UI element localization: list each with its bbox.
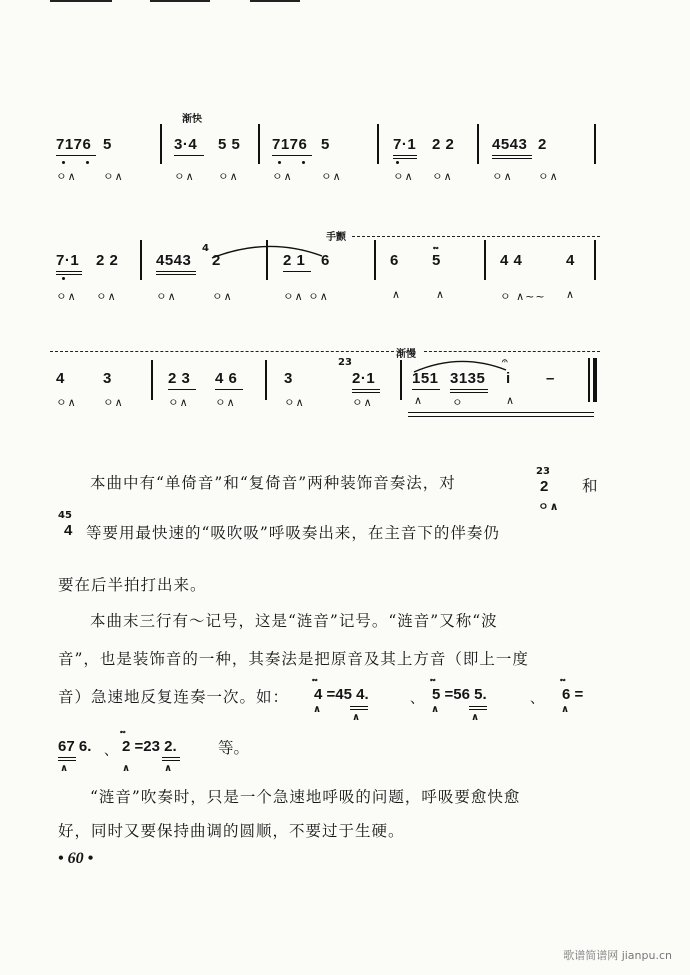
underline xyxy=(393,155,417,156)
note: 7176 xyxy=(272,136,308,153)
example-5: 2 =23 2. xyxy=(122,738,177,755)
note: 4 xyxy=(566,252,575,269)
breath-mark: ㅇ∧ xyxy=(168,396,189,409)
note: 4 4 xyxy=(500,252,523,269)
note: 3 xyxy=(103,370,112,387)
underline xyxy=(56,274,82,275)
text-line: 要在后半拍打出来。 xyxy=(58,576,207,594)
note: 2 xyxy=(212,252,221,269)
paragraph-1 xyxy=(58,466,610,500)
note: 2 1 xyxy=(283,252,306,269)
barline xyxy=(160,124,162,164)
breath-mark: ㅇ∧ xyxy=(212,290,233,303)
underline xyxy=(408,412,594,413)
breath-mark: ㅇ∧ xyxy=(215,396,236,409)
barline xyxy=(400,360,402,400)
top-rule xyxy=(250,0,300,2)
breath-mark: ∧ xyxy=(436,288,446,301)
breath-mark: ㅇ∧ xyxy=(103,170,124,183)
breath-mark: ∧ xyxy=(392,288,402,301)
underline xyxy=(174,155,204,156)
note: 2 2 xyxy=(432,136,455,153)
underline xyxy=(168,389,196,390)
note: 5 5 xyxy=(218,136,241,153)
breath-mark: ∧ xyxy=(506,394,516,407)
barline xyxy=(374,240,376,280)
breath-mark: ∧ xyxy=(60,763,69,774)
underline xyxy=(162,757,180,758)
page-number: • 60 • xyxy=(58,850,94,867)
underline xyxy=(56,271,82,272)
low-dot xyxy=(302,161,305,164)
tremolo-extension xyxy=(50,351,394,352)
underline xyxy=(350,706,368,707)
underline xyxy=(162,760,180,761)
barline xyxy=(484,240,486,280)
breath-mark: ㅇ∧ xyxy=(96,290,117,303)
text-line: 音）急速地反复连奏一次。如： xyxy=(58,688,290,706)
text-line: 本曲末三行有～记号，这是“涟音”记号。“涟音”又称“波 xyxy=(90,612,498,630)
breath-mark: ㅇ∧ xyxy=(272,170,293,183)
note: 6 xyxy=(321,252,330,269)
final-barline-thin xyxy=(588,358,590,402)
breath-mark: ∧ xyxy=(414,394,424,407)
barline xyxy=(594,124,596,164)
separator: 、 xyxy=(104,743,118,759)
mordent-icon: 𝆗 xyxy=(430,674,436,685)
note: 2 xyxy=(538,136,547,153)
note: 4543 xyxy=(492,136,528,153)
mordent-icon: 𝆗 xyxy=(120,726,126,737)
note: 7176 xyxy=(56,136,92,153)
mordent-icon: 𝆗 xyxy=(433,242,439,253)
underline xyxy=(450,389,488,390)
barline xyxy=(477,124,479,164)
breath-mark: ㅇ xyxy=(452,396,464,409)
text-line: 音”，也是装饰音的一种，其奏法是把原音及其上方音（即上一度 xyxy=(58,650,529,668)
note: 3·4 xyxy=(174,136,198,153)
note: 4 xyxy=(56,370,65,387)
underline xyxy=(393,158,417,159)
breath-mark: ㅇ∧ xyxy=(538,500,560,513)
low-dot xyxy=(278,161,281,164)
final-barline-thick xyxy=(593,358,597,402)
underline xyxy=(272,155,312,156)
breath-mark: ㅇ∧ xyxy=(538,170,559,183)
note: 151 xyxy=(412,370,439,387)
barline xyxy=(258,124,260,164)
example-2: 5 =56 5. xyxy=(432,686,487,703)
text-line: 好，同时又要保持曲调的圆顺，不要过于生硬。 xyxy=(58,822,405,840)
top-rule xyxy=(150,0,210,2)
note: 2·1 xyxy=(352,370,376,387)
breath-mark: ∧ xyxy=(561,704,570,715)
separator: 、 xyxy=(410,691,424,707)
underline xyxy=(156,274,196,275)
breath-mark: ㅇ∧ ㅇ∧ xyxy=(283,290,329,303)
low-dot xyxy=(62,277,65,280)
underline xyxy=(56,155,96,156)
example-1: 4 =45 4. xyxy=(314,686,369,703)
note: 3135 xyxy=(450,370,486,387)
note: 2 2 xyxy=(96,252,119,269)
note: 4 xyxy=(64,522,73,539)
example-3: 6 = xyxy=(562,686,584,703)
breath-mark: ㅇ∧ xyxy=(56,290,77,303)
note: 6 xyxy=(390,252,399,269)
underline xyxy=(215,389,243,390)
grace-note: 4 xyxy=(202,243,209,254)
low-dot xyxy=(86,161,89,164)
breath-mark: ㅇ ∧~~ xyxy=(500,290,546,303)
breath-mark: ㅇ∧ xyxy=(156,290,177,303)
underline xyxy=(469,709,487,710)
mordent-icon: 𝆗 xyxy=(312,674,318,685)
example-4: 67 6. xyxy=(58,738,92,755)
breath-mark: ㅇ∧ xyxy=(432,170,453,183)
tempo-mark: 渐快 xyxy=(182,114,202,125)
separator: 、 xyxy=(530,691,544,707)
underline xyxy=(492,155,532,156)
breath-mark: ㅇ∧ xyxy=(352,396,373,409)
underline xyxy=(492,158,532,159)
breath-mark: ∧ xyxy=(566,288,576,301)
breath-mark: ㅇ∧ xyxy=(56,170,77,183)
text-line: 和 xyxy=(582,477,598,495)
breath-mark: ㅇ∧ xyxy=(56,396,77,409)
low-dot xyxy=(396,161,399,164)
breath-mark: ㅇ∧ xyxy=(284,396,305,409)
barline xyxy=(594,240,596,280)
underline xyxy=(283,271,311,272)
underline xyxy=(412,389,440,390)
note: 7·1 xyxy=(393,136,417,153)
slur xyxy=(208,238,328,260)
barline xyxy=(151,360,153,400)
note: 3 xyxy=(284,370,293,387)
note: 7·1 xyxy=(56,252,80,269)
text-line: 等要用最快速的“吸吹吸”呼吸奏出来，在主音下的伴奏仍 xyxy=(86,524,500,542)
fermata-icon: 𝄐 xyxy=(502,356,508,367)
note: 5 xyxy=(432,252,441,269)
tempo-mark: 渐慢 xyxy=(396,349,416,360)
breath-mark: ∧ xyxy=(352,712,361,723)
underline xyxy=(58,757,76,758)
note: i xyxy=(506,370,511,387)
text-line: 本曲中有“单倚音”和“复倚音”两种装饰音奏法，对 xyxy=(90,474,456,492)
mordent-icon: 𝆗 xyxy=(560,674,566,685)
breath-mark: ㅇ∧ xyxy=(393,170,414,183)
breath-mark: ㅇ∧ xyxy=(103,396,124,409)
breath-mark: ㅇ∧ xyxy=(492,170,513,183)
barline xyxy=(265,360,267,400)
underline xyxy=(408,416,594,417)
note: – xyxy=(546,370,555,387)
breath-mark: ∧ xyxy=(164,763,173,774)
breath-mark: ∧ xyxy=(471,712,480,723)
tremolo-extension xyxy=(352,236,600,237)
breath-mark: ∧ xyxy=(122,763,131,774)
top-rule xyxy=(50,0,112,2)
note: 5 xyxy=(321,136,330,153)
underline xyxy=(352,392,380,393)
breath-mark: ㅇ∧ xyxy=(218,170,239,183)
note: 4 6 xyxy=(215,370,238,387)
underline xyxy=(352,389,380,390)
underline xyxy=(450,392,488,393)
breath-mark: ∧ xyxy=(431,704,440,715)
grace-note: 45 xyxy=(58,510,72,521)
underline xyxy=(58,760,76,761)
note: 5 xyxy=(103,136,112,153)
barline xyxy=(266,240,268,280)
breath-mark: ㅇ∧ xyxy=(174,170,195,183)
grace-note: 23 xyxy=(536,466,550,477)
low-dot xyxy=(62,161,65,164)
barline xyxy=(377,124,379,164)
underline xyxy=(469,706,487,707)
watermark: 歌谱简谱网 jianpu.cn xyxy=(563,949,672,962)
underline xyxy=(156,271,196,272)
breath-mark: ㅇ∧ xyxy=(321,170,342,183)
tremolo-mark: 手颤 xyxy=(326,232,346,243)
barline xyxy=(140,240,142,280)
breath-mark: ∧ xyxy=(313,704,322,715)
text-line: “涟音”吹奏时，只是一个急速地呼吸的问题，呼吸要愈快愈 xyxy=(90,788,521,806)
underline xyxy=(350,709,368,710)
note: 4543 xyxy=(156,252,192,269)
note: 2 3 xyxy=(168,370,191,387)
note: 2 xyxy=(540,478,549,495)
text-line: 等。 xyxy=(218,739,250,757)
grace-note: 23 xyxy=(338,357,352,368)
tempo-extension xyxy=(424,351,600,352)
